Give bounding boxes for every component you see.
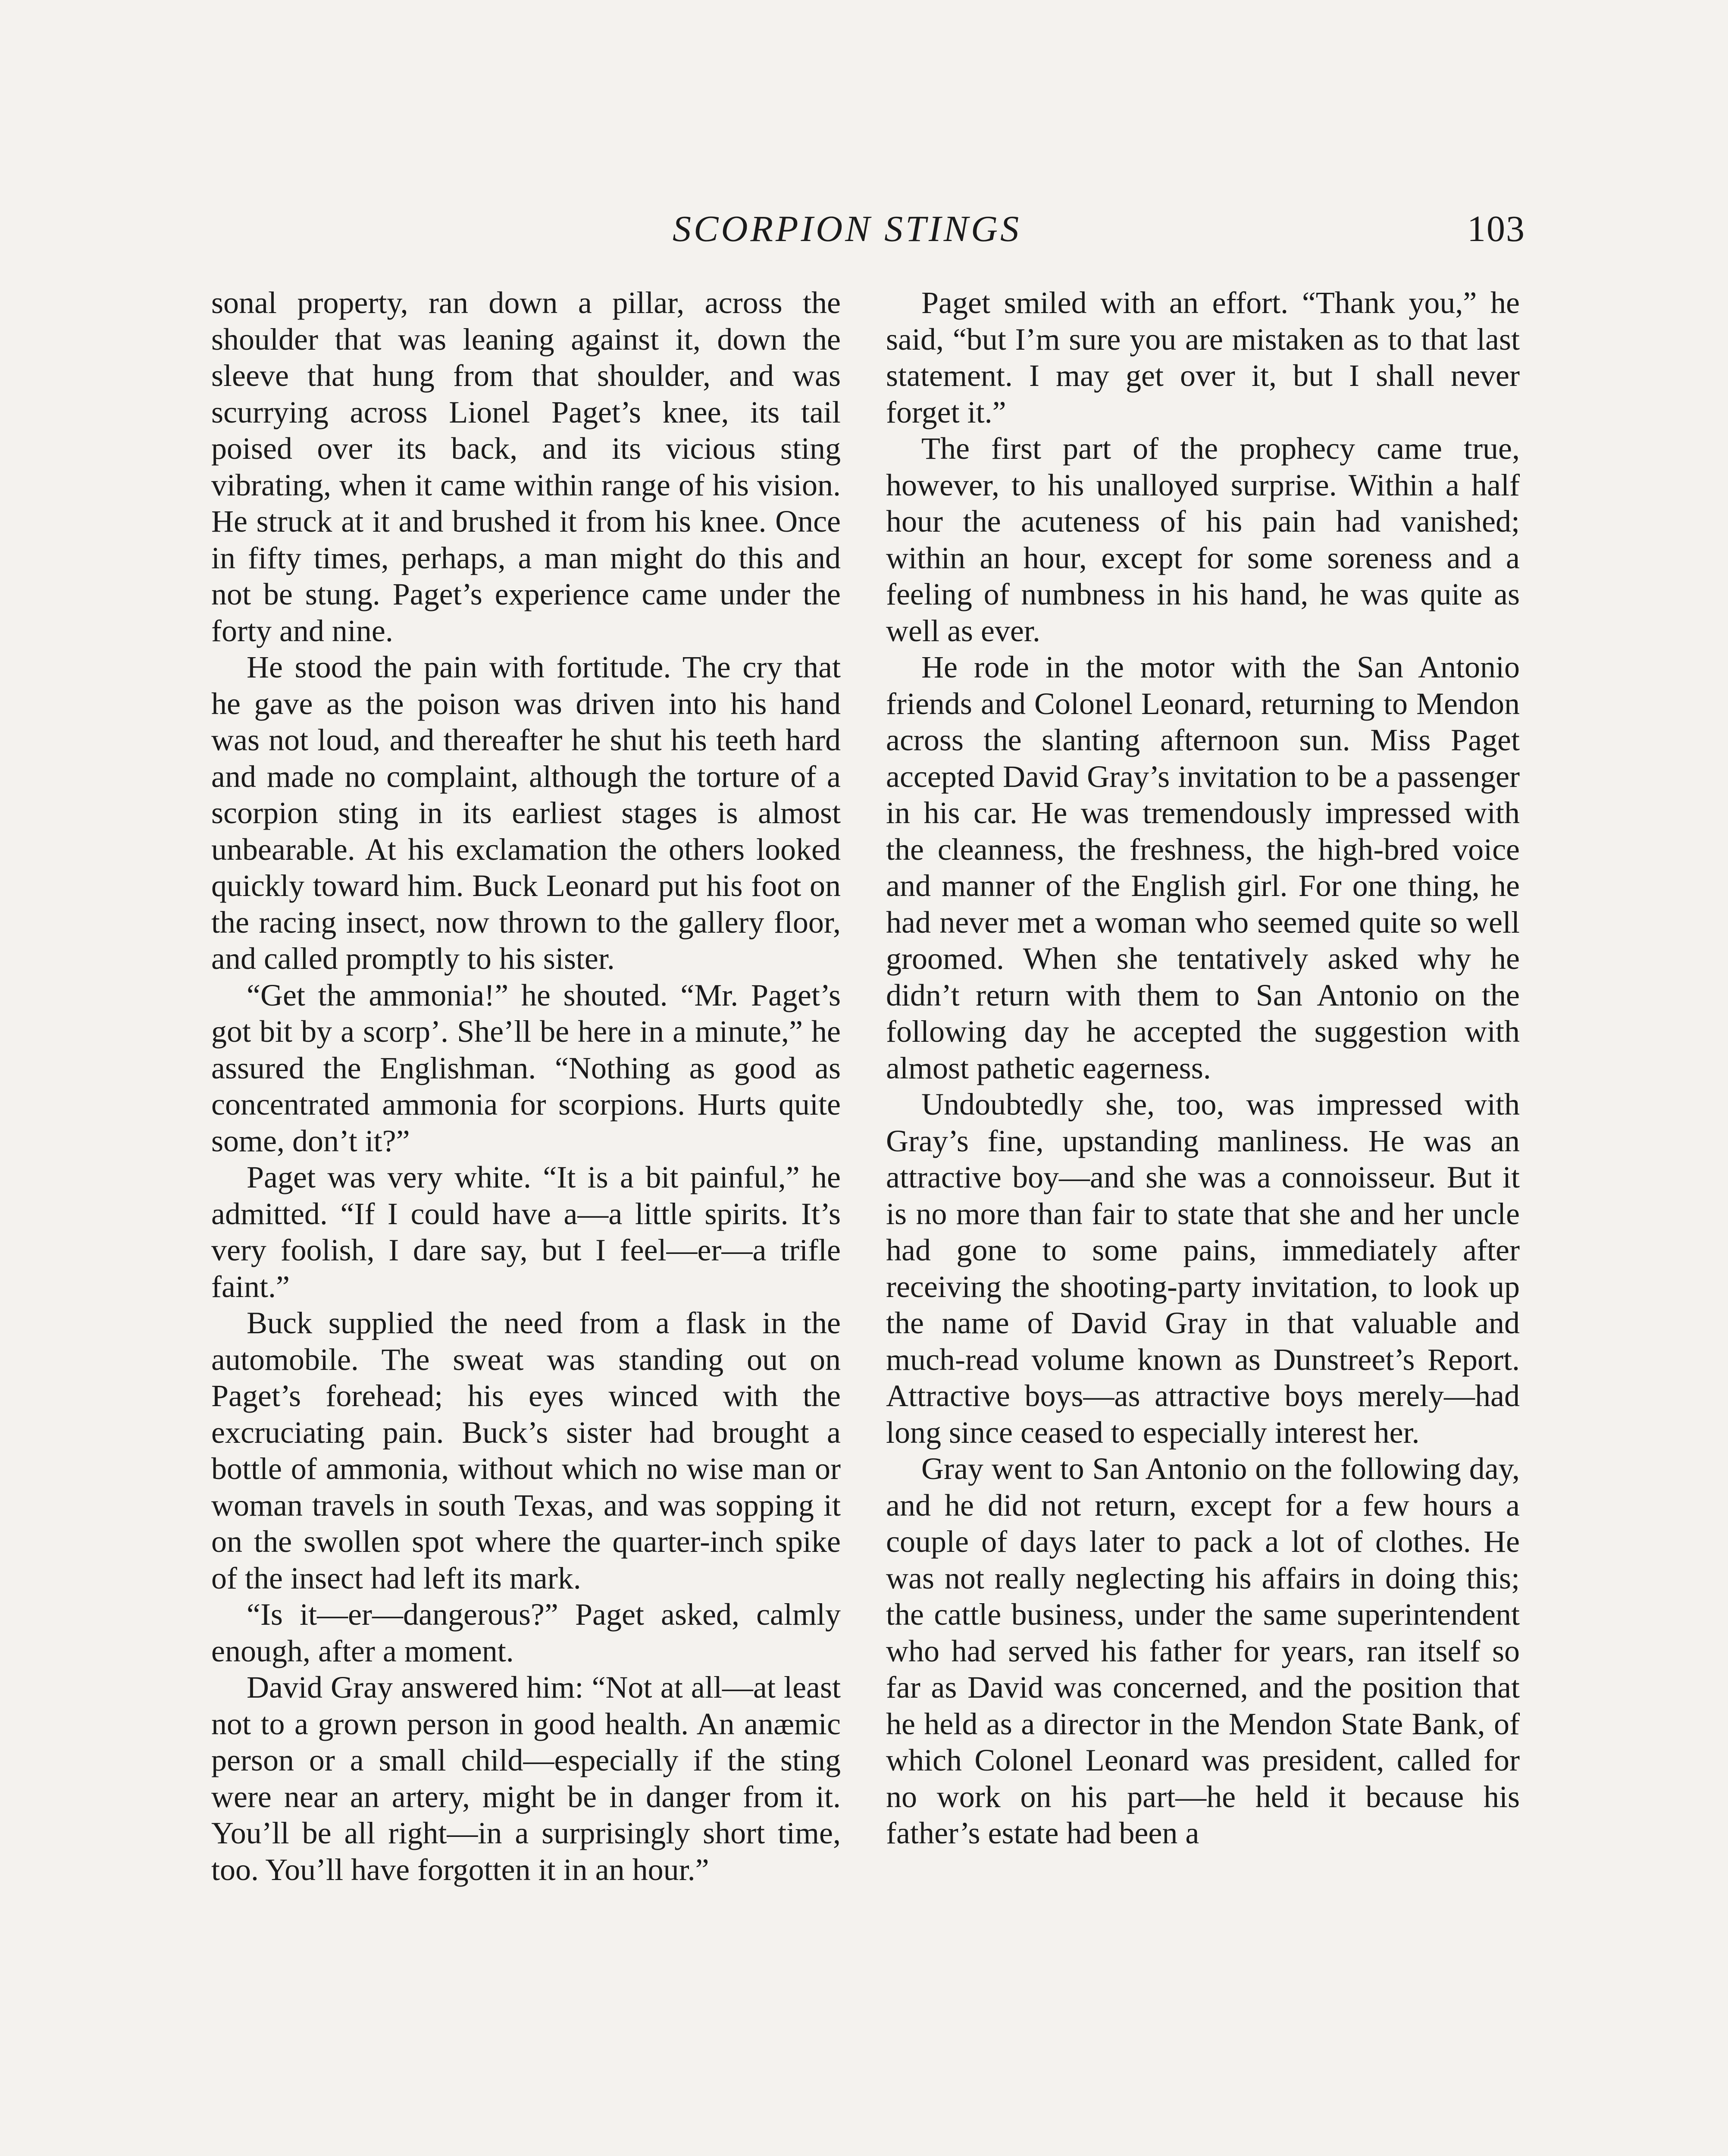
- page-number: 103: [1467, 208, 1525, 249]
- left-column: [211, 285, 841, 1888]
- paragraph: “Is it—er—dangerous?” Paget asked, calmly enough, after a moment.: [211, 1597, 841, 1668]
- paragraph: The first part of the prophecy came true, however, to his unalloyed surprise. Within a half hour the acuteness of his pain had vanished; within an hour, except for some soreness and a feeling of numbness in his hand, he was quite as well as ever.: [886, 431, 1520, 648]
- paragraph: He stood the pain with fortitude. The cry that he gave as the poison was driven into his hand was not loud, and thereafter he shut his teeth hard and made no complaint, although the torture of a scorpion sting in its earliest stages is almost unbearable. At his exclamation the others looked quickly toward him. Buck Leonard put his foot on the racing insect, now thrown to the gallery floor, and called promptly to his sister.: [211, 650, 841, 976]
- paragraph: “Get the ammonia!” he shouted. “Mr. Paget’s got bit by a scorp’. She’ll be here in a minute,” he assured the Englishman. “Nothing as good as concentrated ammonia for scorpions. Hurts quite some, don’t it?”: [211, 978, 841, 1158]
- paragraph: Paget was very white. “It is a bit painful,” he admitted. “If I could have a—a little spirits. It’s very foolish, I dare say, but I feel—er—a trifle faint.”: [211, 1160, 841, 1304]
- paragraph: Paget smiled with an effort. “Thank you,” he said, “but I’m sure you are mistaken as to that last statement. I may get over it, but I shall never forget it.”: [886, 285, 1520, 429]
- paragraph: Gray went to San Antonio on the following day, and he did not return, except for a few hours a couple of days later to pack a lot of clothes. He was not really neglecting his affairs in doing this; the cattle business, under the same superintendent who had served his father for years, ran itself so far as David was concerned, and the position that he held as a director in the Mendon State Bank, of which Colonel Leonard was president, called for no work on his part—he held it because his father’s estate had been a: [886, 1451, 1520, 1850]
- paragraph: David Gray answered him: “Not at all—at least not to a grown person in good health. An anæmic person or a small child—especially if the sting were near an artery, might be in danger from it. You’ll be all right—in a surprisingly short time, too. You’ll have forgotten it in an hour.”: [211, 1670, 841, 1887]
- page-header: [0, 207, 1728, 263]
- paragraph: sonal property, ran down a pillar, across the shoulder that was leaning against it, down the sleeve that hung from that shoulder, and was scurrying across Lionel Paget’s knee, its tail poised over its back, and its vicious sting vibrating, when it came within range of his vision. He struck at it and brushed it from his knee. Once in fifty times, perhaps, a man might do this and not be stung. Paget’s experience came under the forty and nine.: [211, 285, 841, 648]
- right-column: [886, 285, 1520, 1852]
- paragraph: Undoubtedly she, too, was impressed with Gray’s fine, upstanding manliness. He was an attractive boy—and she was a connoisseur. But it is no more than fair to state that she and her uncle had gone to some pains, immediately after receiving the shooting-party invitation, to look up the name of David Gray in that valuable and much-read volume known as Dunstreet’s Report. Attractive boys—as attractive boys merely—had long since ceased to especially interest her.: [886, 1087, 1520, 1450]
- running-head: SCORPION STINGS: [673, 208, 1022, 249]
- paragraph: He rode in the motor with the San Antonio friends and Colonel Leonard, returning to Mendon across the slanting afternoon sun. Miss Paget accepted David Gray’s invitation to be a passenger in his car. He was tremendously impressed with the cleanness, the freshness, the high-bred voice and manner of the English girl. For one thing, he had never met a woman who seemed quite so well groomed. When she tentatively asked why he didn’t return with them to San Antonio on the following day he accepted the suggestion with almost pathetic eagerness.: [886, 650, 1520, 1085]
- paragraph: Buck supplied the need from a flask in the automobile. The sweat was standing out on Paget’s forehead; his eyes winced with the excruciating pain. Buck’s sister had brought a bottle of ammonia, without which no wise man or woman travels in south Texas, and was sopping it on the swollen spot where the quarter-inch spike of the insect had left its mark.: [211, 1306, 841, 1595]
